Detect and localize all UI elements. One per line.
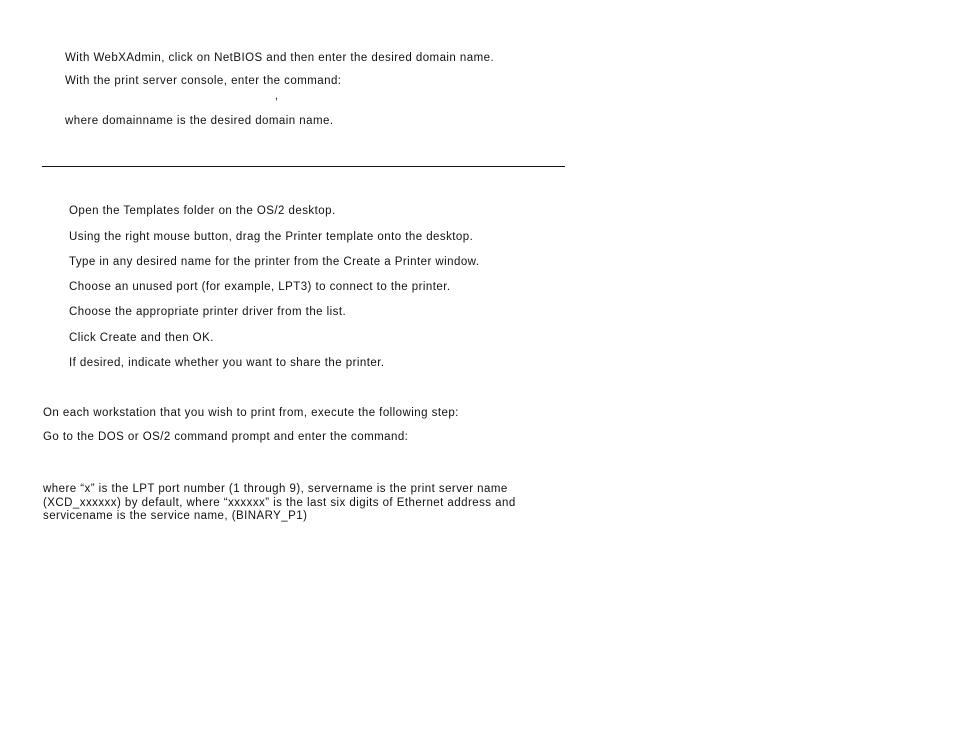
domain-name-note: where domainname is the desired domain name. (65, 115, 334, 127)
workstation-intro: On each workstation that you wish to print from, execute the following step: (43, 407, 459, 419)
webxadmin-step-text: With WebXAdmin, click on NetBIOS and then enter the desired domain name. (65, 52, 495, 64)
os2-step-3: Type in any desired name for the printer from the Create a Printer window. (69, 256, 480, 268)
os2-step-6: Click Create and then OK. (69, 332, 214, 344)
section-divider (42, 166, 565, 167)
os2-step-7: If desired, indicate whether you want to share the printer. (69, 357, 385, 369)
lpt-port-explanation: where “x” is the LPT port number (1 through 9), servername is the print server name (XCD_xxxxxx) by default, where “xxxxxx” is the last six digits of Ethernet address and servicename is the service name, (BINARY_P1) (43, 483, 516, 522)
command-prompt-instruction: Go to the DOS or OS/2 command prompt and enter the command: (43, 431, 409, 443)
os2-step-5: Choose the appropriate printer driver from the list. (69, 306, 347, 318)
os2-step-4: Choose an unused port (for example, LPT3) to connect to the printer. (69, 281, 451, 293)
os2-step-1: Open the Templates folder on the OS/2 desktop. (69, 205, 336, 217)
stray-comma-mark: , (275, 90, 279, 102)
console-step-text: With the print server console, enter the command: (65, 75, 342, 87)
os2-step-2: Using the right mouse button, drag the Printer template onto the desktop. (69, 231, 474, 243)
